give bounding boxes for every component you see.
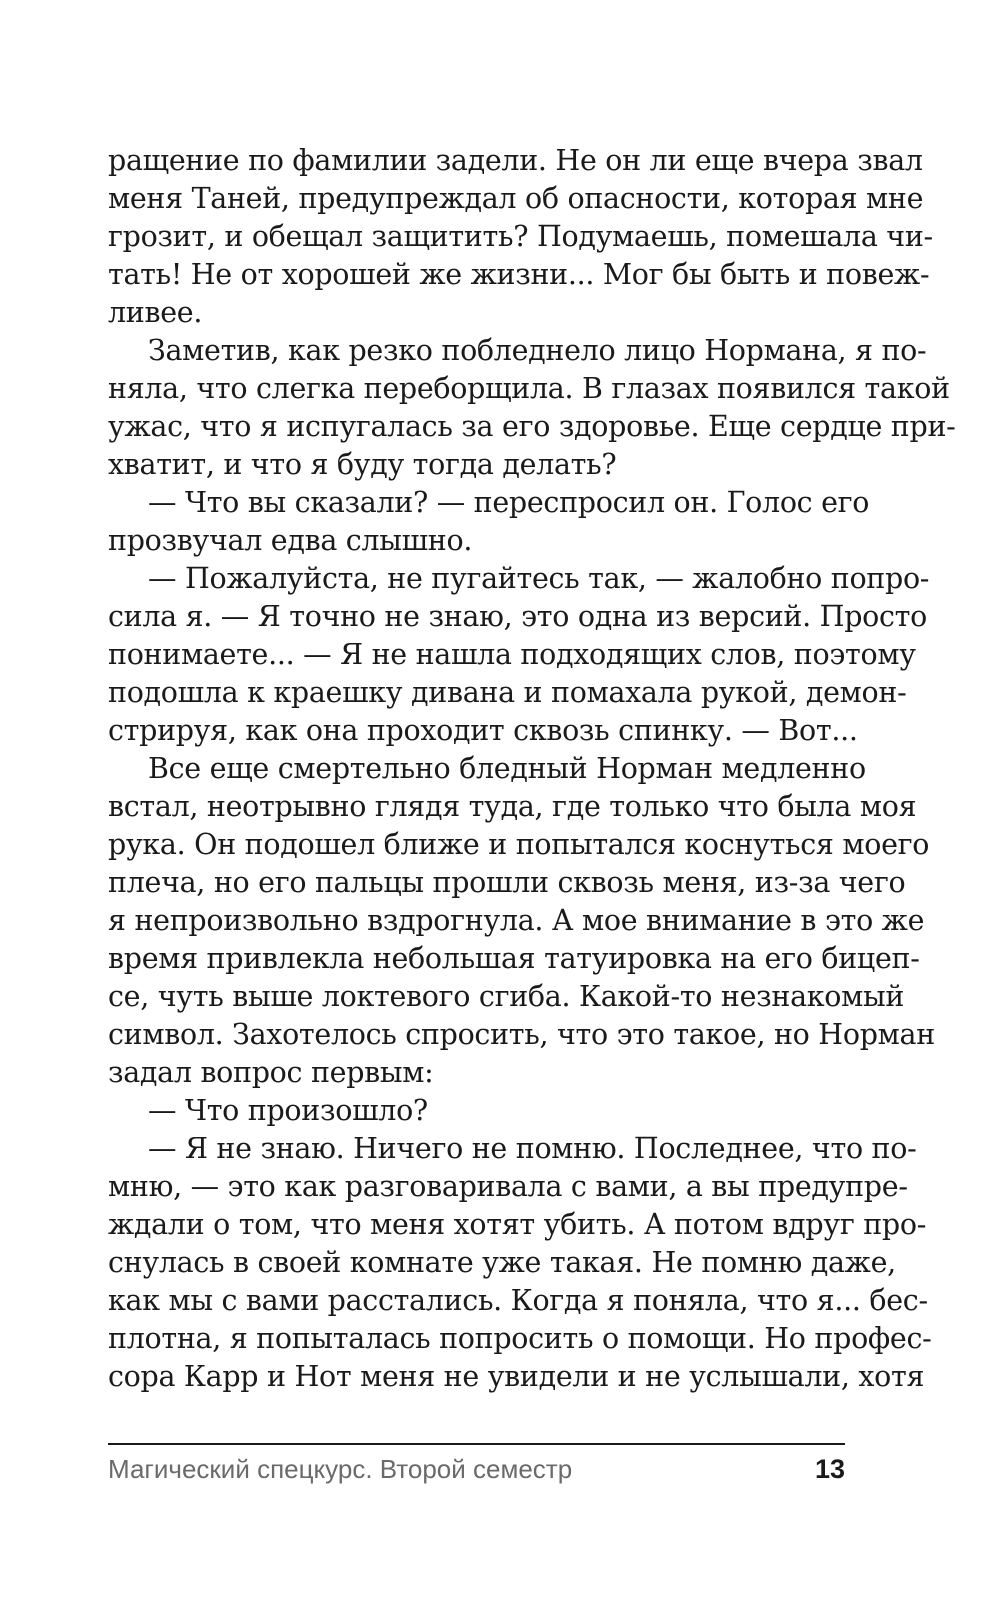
footer-divider bbox=[108, 1443, 845, 1445]
text-line: я непроизвольно вздрогнула. А мое внимание в это же bbox=[108, 904, 925, 937]
text-line: снулась в своей комнате уже такая. Не помню даже, bbox=[108, 1246, 896, 1279]
text-line: грозит, и обещал защитить? Подумаешь, помешала чи- bbox=[108, 220, 933, 253]
text-line: стрируя, как она проходит сквозь спинку. — Вот... bbox=[108, 714, 858, 747]
text-line: подошла к краешку дивана и помахала рукой, демон- bbox=[108, 676, 907, 709]
text-line: сила я. — Я точно не знаю, это одна из версий. Просто bbox=[108, 600, 927, 633]
text-line: ращение по фамилии задели. Не он ли еще вчера звал bbox=[108, 144, 923, 177]
page-number: 13 bbox=[814, 1454, 845, 1484]
text-line: се, чуть выше локтевого сгиба. Какой-то незнакомый bbox=[108, 980, 905, 1013]
running-footer-title: Магический спецкурс. Второй семестр bbox=[108, 1454, 573, 1484]
text-line: ждали о том, что меня хотят убить. А потом вдруг про- bbox=[108, 1208, 927, 1241]
text-line: — Что произошло? bbox=[148, 1094, 428, 1127]
text-line: тать! Не от хорошей же жизни... Мог бы быть и повеж- bbox=[108, 258, 930, 291]
text-line: как мы с вами расстались. Когда я поняла, что я... бес- bbox=[108, 1284, 928, 1317]
body-text bbox=[108, 142, 956, 1396]
text-line: понимаете... — Я не нашла подходящих слов, поэтому bbox=[108, 638, 916, 671]
text-line: ливее. bbox=[108, 296, 203, 329]
text-line: няла, что слегка переборщила. В глазах появился такой bbox=[108, 372, 950, 405]
text-line: плеча, но его пальцы прошли сквозь меня, из-за чего bbox=[108, 866, 906, 899]
text-line: встал, неотрывно глядя туда, где только что была моя bbox=[108, 790, 917, 823]
text-line: — Пожалуйста, не пугайтесь так, — жалобно попро- bbox=[148, 562, 930, 595]
text-line: плотна, я попыталась попросить о помощи. Но профес- bbox=[108, 1322, 932, 1355]
text-line: ужас, что я испугалась за его здоровье. Еще сердце при- bbox=[108, 410, 956, 443]
text-line: сора Карр и Нот меня не увидели и не услышали, хотя bbox=[108, 1360, 925, 1393]
text-line: — Я не знаю. Ничего не помню. Последнее, что по- bbox=[148, 1132, 917, 1165]
text-line: Все еще смертельно бледный Норман медленно bbox=[148, 752, 866, 785]
text-line: — Что вы сказали? — переспросил он. Голос его bbox=[148, 486, 870, 519]
text-line: хватит, и что я буду тогда делать? bbox=[108, 448, 617, 481]
text-line: рука. Он подошел ближе и попытался коснуться моего bbox=[108, 828, 930, 861]
text-line: задал вопрос первым: bbox=[108, 1056, 434, 1089]
text-line: прозвучал едва слышно. bbox=[108, 524, 473, 557]
text-line: время привлекла небольшая татуировка на его бицеп- bbox=[108, 942, 920, 975]
text-line: символ. Захотелось спросить, что это такое, но Норман bbox=[108, 1018, 935, 1051]
text-line: меня Таней, предупреждал об опасности, которая мне bbox=[108, 182, 924, 215]
text-line: Заметив, как резко побледнело лицо Нормана, я по- bbox=[148, 334, 927, 367]
text-line: мню, — это как разговаривала с вами, а вы предупре- bbox=[108, 1170, 908, 1203]
